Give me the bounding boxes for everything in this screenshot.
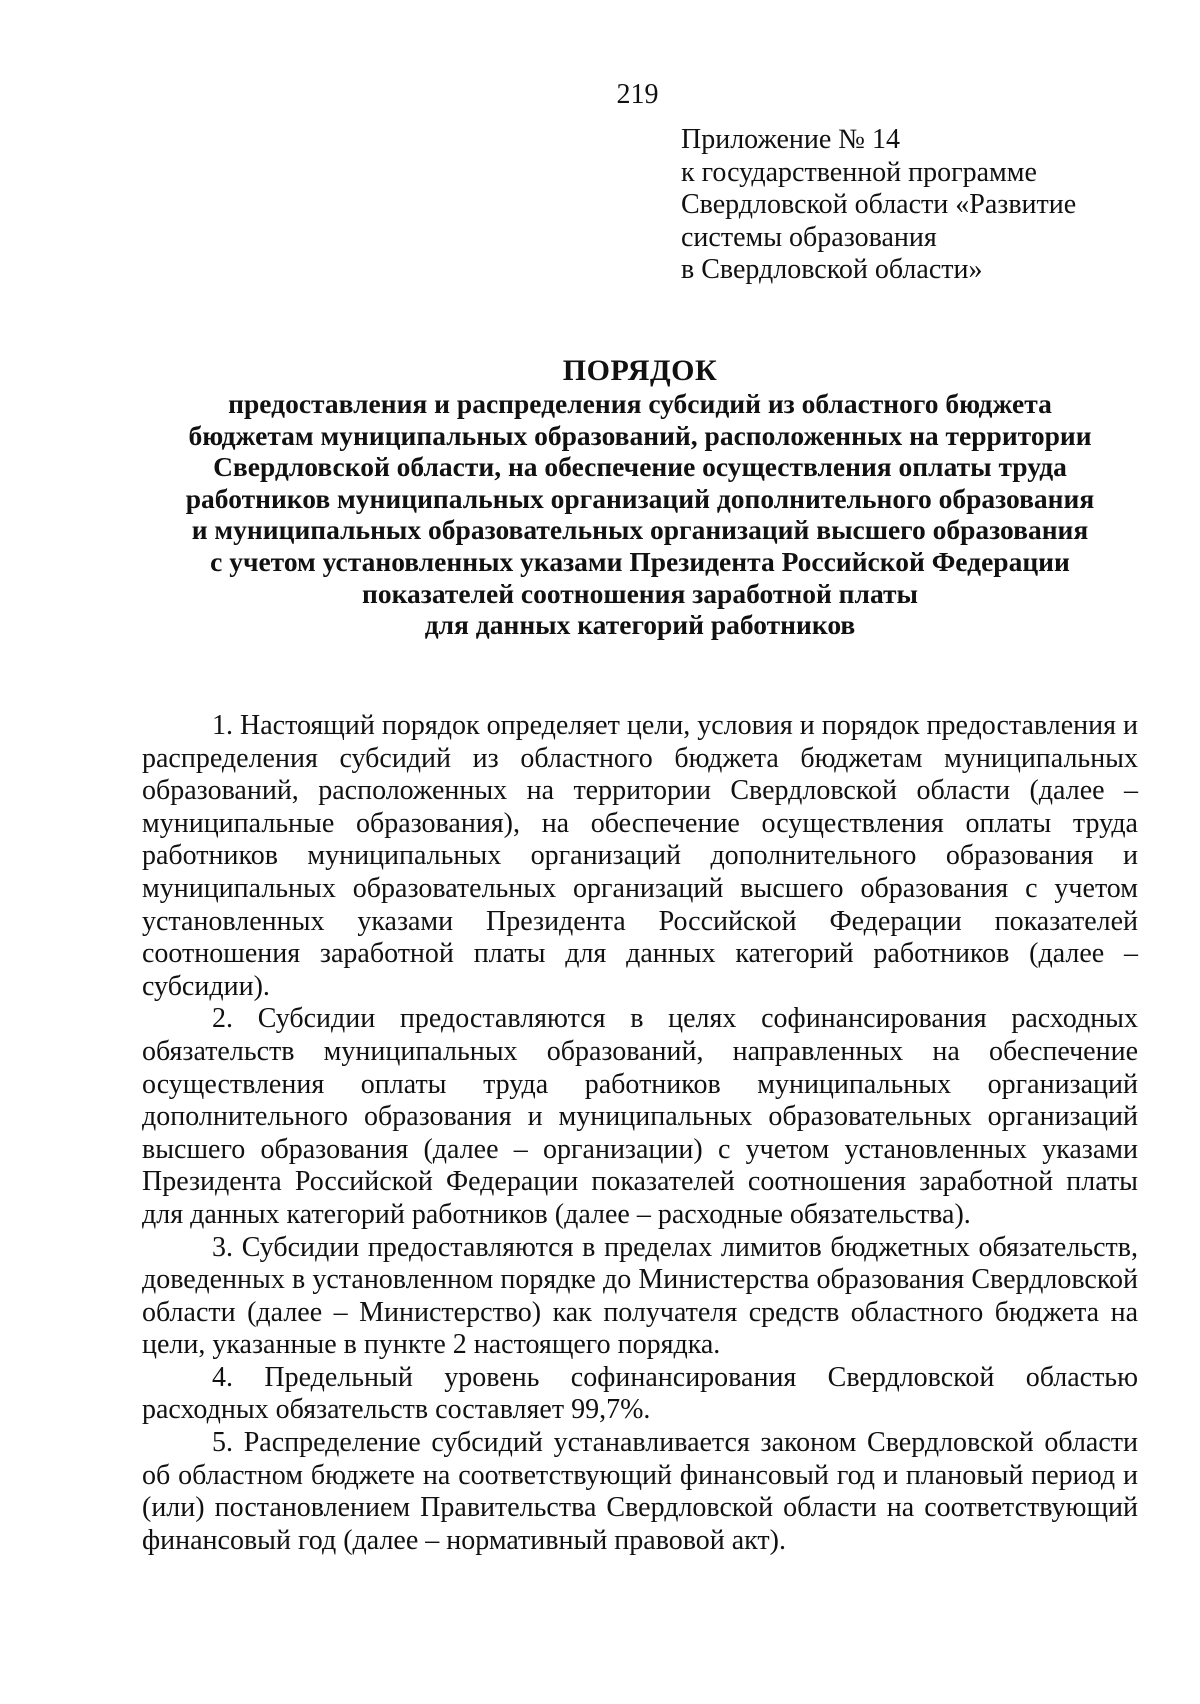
subtitle-line: для данных категорий работников (424, 609, 856, 641)
appendix-line: Приложение № 14 (681, 124, 900, 155)
document-title-block (140, 354, 1140, 641)
appendix-line: в Свердловской области» (681, 254, 983, 285)
paragraph-2: 2. Субсидии предоставляются в целях софинансирования расходных обязательств муниципальных образований, направленных на обеспечение осуществления оплаты труда работников муниципальных организаций дополнительного образования и муниципальных образовательных организаций высшего образования (далее – организации) с учетом установленных указами Президента Российской Федерации показателей соотношения заработной платы для данных категорий работников (далее – расходные обязательства). (142, 1003, 1138, 1230)
appendix-line: системы образования (681, 221, 937, 253)
appendix-line: к государственной программе (681, 156, 1037, 188)
document-title: ПОРЯДОК (562, 354, 718, 387)
subtitle-line: работников муниципальных организаций дополнительного образования (185, 482, 1095, 514)
subtitle-line: предоставления и распределения субсидий из областного бюджета (228, 388, 1052, 419)
appendix-note (681, 124, 1161, 287)
subtitle-line: с учетом установленных указами Президента Российской Федерации (210, 545, 1070, 577)
paragraph-4: 4. Предельный уровень софинансирования Свердловской областью расходных обязательств составляет 99,7%. (142, 1361, 1138, 1426)
document-subtitle (140, 388, 1140, 641)
subtitle-line: Свердловской области, на обеспечение осуществления оплаты труда (213, 451, 1067, 483)
page-number: 219 (616, 79, 659, 110)
paragraph-5: 5. Распределение субсидий устанавливается законом Свердловской области об областном бюджете на соответствующий финансовый год и плановый период и (или) постановлением Правительства Свердловской области на соответствующий финансовый год (далее – нормативный правовой акт). (142, 1427, 1138, 1556)
paragraph-3: 3. Субсидии предоставляются в пределах лимитов бюджетных обязательств, доведенных в установленном порядке до Министерства образования Свердловской области (далее – Министерство) как получателя средств областного бюджета на цели, указанные в пункте 2 настоящего порядка. (142, 1231, 1138, 1361)
subtitle-line: бюджетам муниципальных образований, расположенных на территории (188, 419, 1092, 451)
document-body (142, 710, 1138, 1557)
paragraph-1: 1. Настоящий порядок определяет цели, условия и порядок предоставления и распределения субсидий из областного бюджета бюджетам муниципальных образований, расположенных на территории Свердловской области (далее – муниципальные образования), на обеспечение осуществления оплаты труда работников муниципальных организаций дополнительного образования и муниципальных образовательных организаций высшего образования с учетом установленных указами Президента Российской Федерации показателей соотношения заработной платы для данных категорий работников (далее – субсидии). (142, 710, 1138, 1002)
subtitle-line: и муниципальных образовательных организаций высшего образования (191, 514, 1089, 546)
subtitle-line: показателей соотношения заработной платы (362, 577, 918, 609)
appendix-line: Свердловской области «Развитие (681, 189, 1077, 220)
